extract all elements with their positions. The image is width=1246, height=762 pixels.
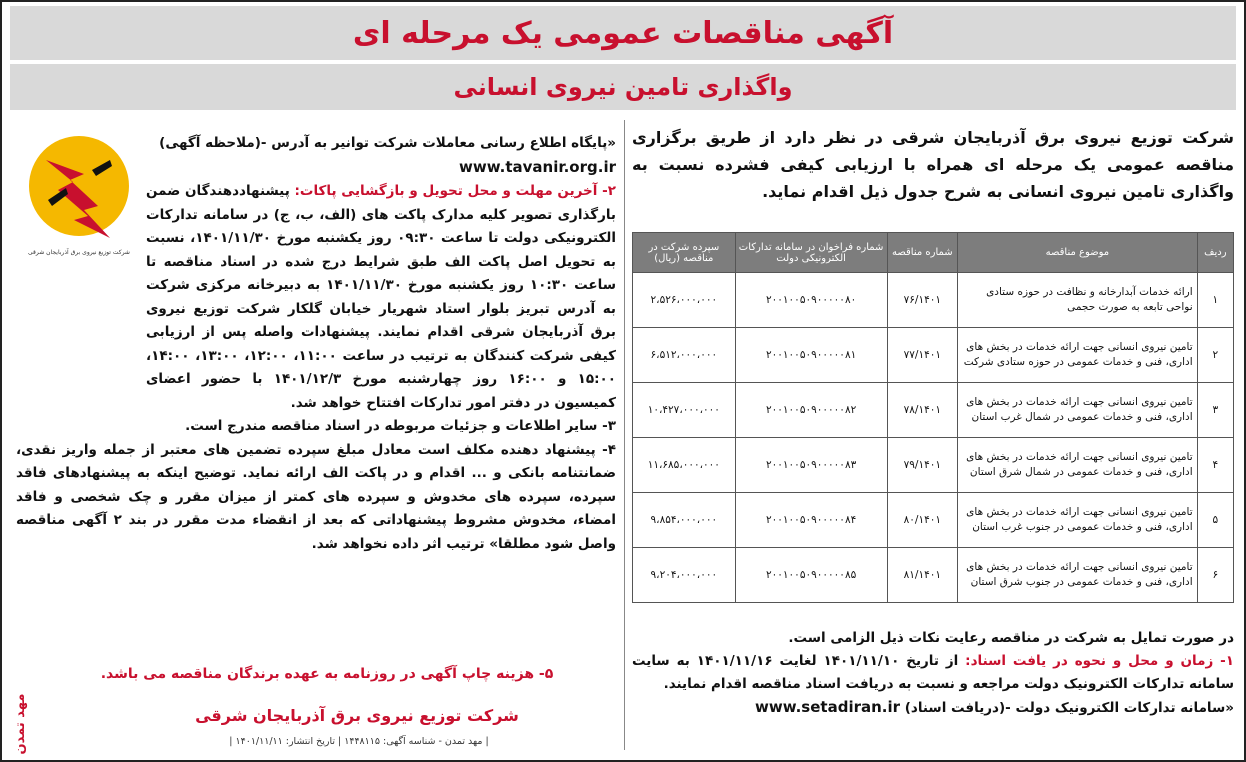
notes-intro: در صورت تمایل به شرکت در مناقصه رعایت نکات ذیل الزامی است. xyxy=(788,630,1234,646)
portal-url-line xyxy=(146,156,616,181)
col-deposit: سپرده شرکت در مناقصه (ریال) xyxy=(633,233,736,273)
publication-footer: | مهد تمدن - شناسه آگهی: ۱۴۴۸۱۱۵ | تاریخ انتشار: ۱۴۰۱/۱۱/۱۱ | xyxy=(229,736,489,747)
cell-setad-no: ۲۰۰۱۰۰۵۰۹۰۰۰۰۰۸۵ xyxy=(735,548,887,603)
cell-row: ۳ xyxy=(1197,383,1233,438)
table-row xyxy=(633,328,1234,383)
cell-row: ۱ xyxy=(1197,273,1233,328)
column-divider xyxy=(624,120,625,750)
cell-setad-no: ۲۰۰۱۰۰۵۰۹۰۰۰۰۰۸۲ xyxy=(735,383,887,438)
cell-subject: تامین نیروی انسانی جهت ارائه خدمات در بخش های اداری، فنی و خدمات عمومی در جنوب شرق استان xyxy=(958,548,1198,603)
cell-tender-no: ۷۸/۱۴۰۱ xyxy=(887,383,958,438)
cell-tender-no: ۸۰/۱۴۰۱ xyxy=(887,493,958,548)
note-item-1-text: از تاریخ ۱۴۰۱/۱۱/۱۰ لغایت ۱۴۰۱/۱۱/۱۶ به سایت سامانه تدارکات الکترونیک دولت مراجعه و نسبت به دریافت اسناد مناقصه اقدام نمایند. xyxy=(632,653,1234,692)
item-3: ۳- سایر اطلاعات و جزئیات مربوطه در اسناد مناقصه مندرج است. xyxy=(185,418,616,434)
cell-row: ۲ xyxy=(1197,328,1233,383)
company-signature: شرکت توزیع نیروی برق آذربایجان شرقی xyxy=(195,706,519,725)
cell-deposit: ۱۱،۶۸۵،۰۰۰،۰۰۰ xyxy=(633,438,736,493)
page-subtitle: واگذاری تامین نیروی انسانی xyxy=(453,73,793,101)
cell-tender-no: ۷۹/۱۴۰۱ xyxy=(887,438,958,493)
intro-paragraph: شرکت توزیع نیروی برق آذربایجان شرقی در نظر دارد از طریق برگزاری مناقصه عمومی یک مرحله ای همراه با ارزیابی کیفی فشرده نسبت به واگذاری تامین نیروی انسانی به شرح جدول ذیل اقدام نماید. xyxy=(632,128,1234,201)
table-row xyxy=(633,273,1234,328)
setad-line xyxy=(632,696,1234,720)
item-2-label: ۲- آخرین مهلت و محل تحویل و بازگشایی پاکات: xyxy=(294,183,616,199)
newspaper-stamp-icon xyxy=(6,692,42,756)
col-subject: موضوع مناقصه xyxy=(958,233,1198,273)
right-column xyxy=(632,124,1234,205)
title-banner xyxy=(10,6,1236,60)
left-column xyxy=(16,132,616,556)
stamp-text: مهد تمدن xyxy=(13,693,28,755)
cell-subject: تامین نیروی انسانی جهت ارائه خدمات در بخش های اداری، فنی و خدمات عمومی در شمال غرب استان xyxy=(958,383,1198,438)
cell-setad-no: ۲۰۰۱۰۰۵۰۹۰۰۰۰۰۸۴ xyxy=(735,493,887,548)
cell-tender-no: ۷۶/۱۴۰۱ xyxy=(887,273,958,328)
col-setad-no: شماره فراخوان در سامانه تدارکات الکترونیکی دولت xyxy=(735,233,887,273)
col-row: ردیف xyxy=(1197,233,1233,273)
cell-setad-no: ۲۰۰۱۰۰۵۰۹۰۰۰۰۰۸۳ xyxy=(735,438,887,493)
cell-deposit: ۹،۲۰۴،۰۰۰،۰۰۰ xyxy=(633,548,736,603)
cell-row: ۴ xyxy=(1197,438,1233,493)
item-2-text: پیشنهاددهندگان ضمن بارگذاری تصویر کلیه مدارک پاکت های (الف، ب، ج) در سامانه تدارکات الکترونیکی دولت تا ساعت ۰۹:۳۰ روز یکشنبه مورخ ۱۴۰۱/۱۱/۳۰، نسبت به تحویل اصل پاکت الف طبق شرایط درج شده در اسناد مناقصه تا ساعت ۱۰:۳۰ روز یکشنبه مورخ ۱۴۰۱/۱۱/۳۰ به دبیرخانه مرکزی شرکت به آدرس تبریز بلوار استاد شهریار خیابان گلکار شرکت توزیع نیروی برق آذربایجان شرقی اقدام نمایند. پیشنهادات واصله پس از ارزیابی کیفی شرکت کنندگان به ترتیب در ساعت ۱۱:۰۰، ۱۲:۰۰، ۱۳:۰۰، ۱۴:۰۰، ۱۵:۰۰ و ۱۶:۰۰ روز چهارشنبه مورخ ۱۴۰۱/۱۲/۳ با حضور اعضای کمیسیون در دفتر امور تدارکات افتتاح خواهد شد. xyxy=(146,183,617,411)
cell-subject: ارائه خدمات آبدارخانه و نظافت در حوزه ستادی نواحی تابعه به صورت حجمی xyxy=(958,273,1198,328)
logo-caption: شرکت توزیع نیروی برق آذربایجان شرقی xyxy=(28,249,130,256)
col-tender-no: شماره مناقصه xyxy=(887,233,958,273)
cell-deposit: ۹،۸۵۴،۰۰۰،۰۰۰ xyxy=(633,493,736,548)
item-5: ۵- هزینه چاپ آگهی در روزنامه به عهده برندگان مناقصه می باشد. xyxy=(100,666,554,682)
cell-setad-no: ۲۰۰۱۰۰۵۰۹۰۰۰۰۰۸۱ xyxy=(735,328,887,383)
setad-label: «سامانه تدارکات الکترونیک دولت -(دریافت اسناد) xyxy=(904,700,1234,716)
cell-deposit: ۲،۵۲۶،۰۰۰،۰۰۰ xyxy=(633,273,736,328)
setad-url-link[interactable]: www.setadiran.ir xyxy=(755,698,901,716)
portal-url-link[interactable]: www.tavanir.org.ir xyxy=(459,157,616,176)
item-4: ۴- پیشنهاد دهنده مکلف است معادل مبلغ سپرده تضمین های معتبر از جمله واریز نقدی، ضمانتنامه بانکی و ... اقدام و در پاکت الف ارائه نماید. توضیح اینکه به پیشنهادهای فاقد سپرده، سپرده های مخدوش و سپرده های کمتر از میزان مقرر و چک شخصی و فاقد امضاء، مخدوش مشروط پیشنهاداتی که بعد از انقضاء مدت مقرر در بند ۲ آگهی مناقصه واصل شود مطلقا» ترتیب اثر داده نخواهد شد. xyxy=(16,441,616,552)
table-row xyxy=(633,493,1234,548)
page-title: آگهی مناقصات عمومی یک مرحله ای xyxy=(352,15,894,51)
item-2 xyxy=(146,180,616,415)
cell-row: ۶ xyxy=(1197,548,1233,603)
cell-tender-no: ۷۷/۱۴۰۱ xyxy=(887,328,958,383)
cell-subject: تامین نیروی انسانی جهت ارائه خدمات در بخش های اداری، فنی و خدمات عمومی در شمال شرق استان xyxy=(958,438,1198,493)
note-item-1-label: ۱- زمان و محل و نحوه در یافت اسناد: xyxy=(965,653,1234,669)
cell-row: ۵ xyxy=(1197,493,1233,548)
cell-deposit: ۱۰،۴۲۷،۰۰۰،۰۰۰ xyxy=(633,383,736,438)
cell-subject: تامین نیروی انسانی جهت ارائه خدمات در بخش های اداری، فنی و خدمات عمومی در حوزه ستادی شرکت xyxy=(958,328,1198,383)
cell-setad-no: ۲۰۰۱۰۰۵۰۹۰۰۰۰۰۸۰ xyxy=(735,273,887,328)
cell-tender-no: ۸۱/۱۴۰۱ xyxy=(887,548,958,603)
table-row xyxy=(633,438,1234,493)
tender-table xyxy=(632,232,1234,603)
portal-label: «پایگاه اطلاع رسانی معاملات شرکت توانیر به آدرس -(ملاحظه آگهی) xyxy=(159,135,616,151)
table-row xyxy=(633,383,1234,438)
table-row xyxy=(633,548,1234,603)
cell-subject: تامین نیروی انسانی جهت ارائه خدمات در بخش های اداری، فنی و خدمات عمومی در جنوب غرب استان xyxy=(958,493,1198,548)
cell-deposit: ۶،۵۱۲،۰۰۰،۰۰۰ xyxy=(633,328,736,383)
subtitle-banner xyxy=(10,64,1236,110)
note-item-1 xyxy=(632,650,1234,696)
table-header-row xyxy=(633,233,1234,273)
notes-section xyxy=(632,627,1234,720)
